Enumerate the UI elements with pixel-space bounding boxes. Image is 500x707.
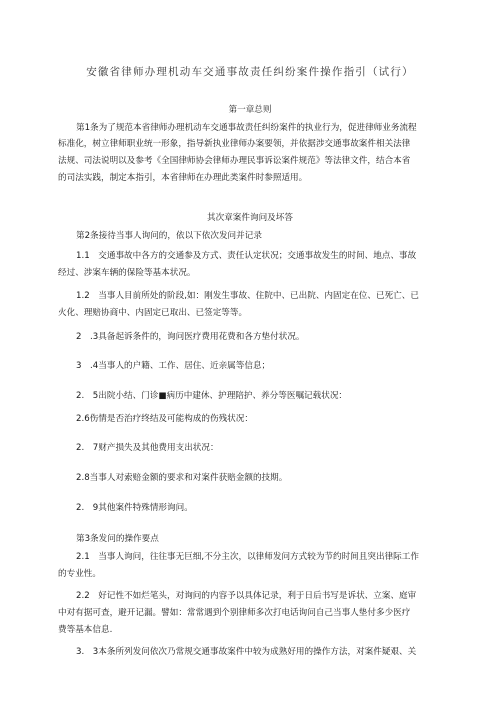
article-1-line: 法规、司法说明以及参考《全国律师协会律师办理民事诉讼案件规范》等法律文件，结合本省 [58, 156, 411, 166]
item-2-2-line: 2.2 好记性不如烂笔头，对询问的内容予以具体记录，利于日后书写是诉状、立案、庭审 [76, 591, 417, 601]
item-2-6: 2.6伤情是否治疗终结及可能构成的伤残状况： [76, 414, 253, 424]
article-2-heading: 第2条接待当事人询问的，依以下依次发问并记录 [76, 231, 262, 241]
item-2-1-line: 的专业性。 [58, 569, 101, 579]
item-2-5: 2. 5出院小结、门诊■病历中建休、护理陪护、养分等医嘱记载状况： [76, 391, 348, 401]
item-1-2-line: 1.2 当事人目前所处的阶段,如：刚发生事故、住院中、已出院、内固定在位、已死亡、已 [76, 291, 419, 301]
article-1-line: 的司法实践，制定本指引，本省律师在办理此类案件时参照适用。 [58, 173, 308, 183]
article-1-line: 第1条为了规范本省律师办理机动车交通事故责任纠纷案件的执业行为，促进律师业务流程 [76, 123, 417, 133]
article-1-line: 标准化，树立律师职业统一形象，指导新执业律师办案要领，并依据涉交通事故案件相关法律 [58, 139, 411, 149]
item-2-3: 2 .3具备起诉条件的，询问医疗费用花费和各方垫付状况。 [76, 332, 305, 342]
item-2-8: 2.8当事人对索赔金额的要求和对案件获赔金额的技期。 [76, 473, 288, 483]
chapter-1-heading: 第一章总则 [228, 105, 272, 115]
item-2-1-line: 2.1 当事人询问，往往事无巨细,不分主次，以律师发问方式较为节约时间且突出律际工作 [76, 552, 419, 562]
item-1-2-line: 火化、理赔协商中、内固定已取出、已签定等等。 [58, 308, 248, 318]
item-2-2-line: 费等基本信息. [58, 625, 113, 635]
article-3-heading: 第3条发问的操作要点 [76, 534, 159, 544]
item-2-2-line: 中对有据可查，避开记漏。譬如：常常遇到个别律师多次打电话询问自己当事人垫付多少医疗 [58, 608, 411, 618]
item-1-1-line: 1.1 交通事故中各方的交通参及方式、责任认定状况；交通事故发生的时间、地点、事故 [76, 251, 417, 261]
item-1-1-line: 经过、涉案车辆的保险等基本状况。 [58, 268, 196, 278]
item-3-3-line: 3. 3本条所列发问依次乃常规交通事故案件中较为成熟好用的操作方法，对案件疑艰、关 [76, 647, 417, 657]
item-3-4: 3 .4当事人的户籍、工作、居住、近亲属等信息； [76, 361, 271, 371]
document-title: 安徽省律师办理机动车交通事故责任纠纷案件操作指引（试行） [86, 66, 414, 78]
item-2-7: 2. 7财产损失及其他费用支出状况： [76, 443, 219, 453]
item-2-9: 2. 9其他案件特殊情形询问。 [76, 503, 193, 513]
chapter-2-heading: 其次章案件询问及坏答 [207, 213, 293, 223]
